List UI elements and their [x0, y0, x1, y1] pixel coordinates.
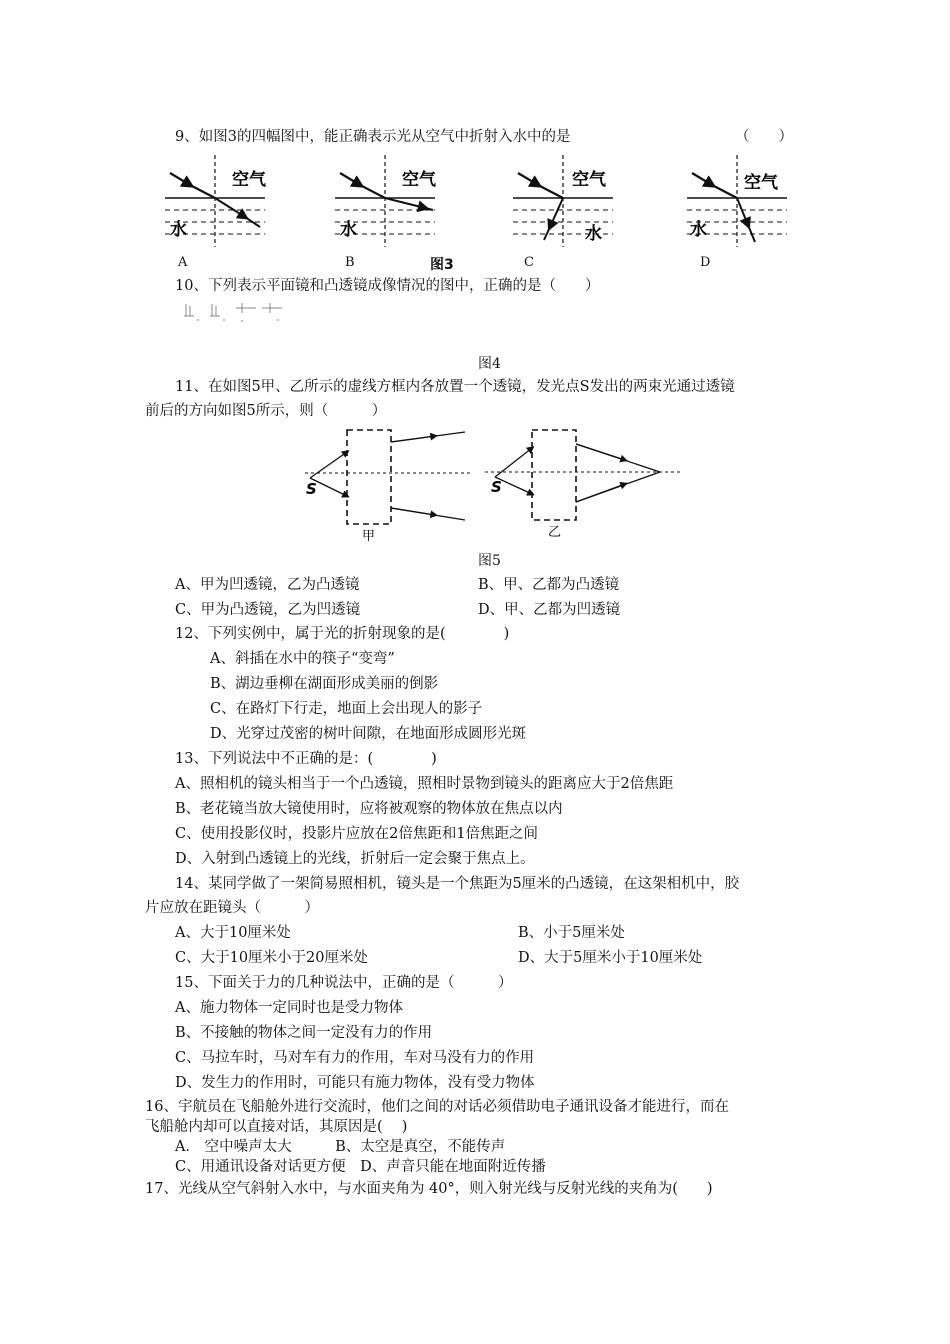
q14-line1: 14、某同学做了一架简易照相机，镜头是一个焦距为5厘米的凸透镜，在这架相机中，胶: [175, 876, 740, 892]
q11-option-c: C、甲为凸透镜，乙为凹透镜: [175, 602, 361, 618]
q13-text: 13、下列说法中不正确的是：( ): [175, 751, 437, 767]
q16-options-row1: A． 空中噪声太大 B、太空是真空，不能传声: [175, 1139, 506, 1155]
q12-text: 12、下列实例中，属于光的折射现象的是( ): [175, 626, 510, 642]
jia-label: 甲: [362, 529, 376, 544]
fig3-panel-c: [513, 155, 613, 247]
yi-label: 乙: [548, 525, 562, 540]
q12-option-b: B、湖边垂柳在湖面形成美丽的倒影: [210, 676, 439, 692]
s-label-yi: S: [491, 478, 502, 496]
air-label: 空气: [232, 170, 266, 190]
fig3-panel-d: [687, 155, 787, 247]
q15-text: 15、下面关于力的几种说法中，正确的是（ ）: [175, 975, 513, 991]
figure-4-thumbnail: [182, 300, 302, 324]
q14-option-c: C、大于10厘米小于20厘米处: [175, 950, 368, 966]
q11-line2: 前后的方向如图5所示，则（ ）: [145, 403, 387, 419]
q11-line1: 11、在如图5甲、乙所示的虚线方框内各放置一个透镜，发光点S发出的两束光通过透镜: [175, 379, 735, 395]
fig5-jia: [305, 430, 470, 544]
figure-3: [160, 155, 800, 255]
fig3-panel-a: [165, 155, 267, 247]
q12-option-c: C、在路灯下行走，地面上会出现人的影子: [210, 701, 483, 717]
q16-options-row2: C、用通讯设备对话更方便 D、声音只能在地面附近传播: [175, 1159, 546, 1175]
water-label: 水: [585, 224, 602, 244]
q14-option-d: D、大于5厘米小于10厘米处: [518, 950, 703, 966]
q15-option-c: C、马拉车时，马对车有力的作用，车对马没有力的作用: [175, 1050, 535, 1066]
option-label-b: B: [345, 255, 355, 270]
option-label-a: A: [178, 255, 188, 270]
q13-option-d: D、入射到凸透镜上的光线，折射后一定会聚于焦点上。: [175, 851, 535, 867]
water-label: 水: [170, 220, 187, 240]
q15-option-b: B、不接触的物体之间一定没有力的作用: [175, 1025, 433, 1041]
q9-answer-paren: （ ）: [735, 129, 793, 145]
figure-5: [300, 422, 690, 544]
q13-option-a: A、照相机的镜头相当于一个凸透镜，照相时景物到镜头的距离应大于2倍焦距: [175, 776, 674, 792]
q11-option-d: D、甲、乙都为凹透镜: [478, 602, 621, 618]
option-label-d: D: [700, 255, 711, 270]
q15-option-d: D、发生力的作用时，可能只有施力物体，没有受力物体: [175, 1075, 535, 1091]
q14-option-a: A、大于10厘米处: [175, 925, 291, 941]
q14-line2: 片应放在距镜头（ ）: [145, 900, 319, 916]
q17-text: 17、光线从空气斜射入水中，与水面夹角为 40°，则入射光线与反射光线的夹角为( ): [145, 1181, 713, 1197]
air-label: 空气: [402, 170, 436, 190]
figure-5-caption: 图5: [478, 553, 501, 569]
water-label: 水: [340, 220, 357, 240]
fig3-panel-b: [335, 155, 437, 247]
q12-option-a: A、斜插在水中的筷子“变弯”: [210, 651, 395, 667]
figure-3-caption: 图3: [430, 257, 454, 273]
option-label-c: C: [524, 255, 534, 270]
s-label-jia: S: [306, 480, 317, 498]
q12-option-d: D、光穿过茂密的树叶间隙，在地面形成圆形光斑: [210, 726, 527, 742]
q11-option-b: B、甲、乙都为凸透镜: [478, 577, 620, 593]
fig5-yi: [485, 430, 680, 540]
figure-4-caption: 图4: [478, 356, 501, 372]
q11-option-a: A、甲为凹透镜，乙为凸透镜: [175, 577, 360, 593]
q15-option-a: A、施力物体一定同时也是受力物体: [175, 1000, 403, 1016]
water-label: 水: [690, 220, 707, 240]
air-label: 空气: [572, 170, 606, 190]
q16-line2: 飞船舱内却可以直接对话，其原因是( ): [145, 1119, 408, 1135]
q14-option-b: B、小于5厘米处: [518, 925, 625, 941]
q13-option-b: B、老花镜当放大镜使用时，应将被观察的物体放在焦点以内: [175, 801, 563, 817]
air-label: 空气: [744, 173, 778, 193]
q13-option-c: C、使用投影仪时，投影片应放在2倍焦距和1倍焦距之间: [175, 826, 539, 842]
q16-line1: 16、宇航员在飞船舱外进行交流时，他们之间的对话必须借助电子通讯设备才能进行，而在: [145, 1099, 729, 1115]
q10-text: 10、下列表示平面镜和凸透镜成像情况的图中，正确的是（ ）: [175, 278, 600, 294]
q9-text: 9、如图3的四幅图中，能正确表示光从空气中折射入水中的是: [175, 129, 571, 145]
